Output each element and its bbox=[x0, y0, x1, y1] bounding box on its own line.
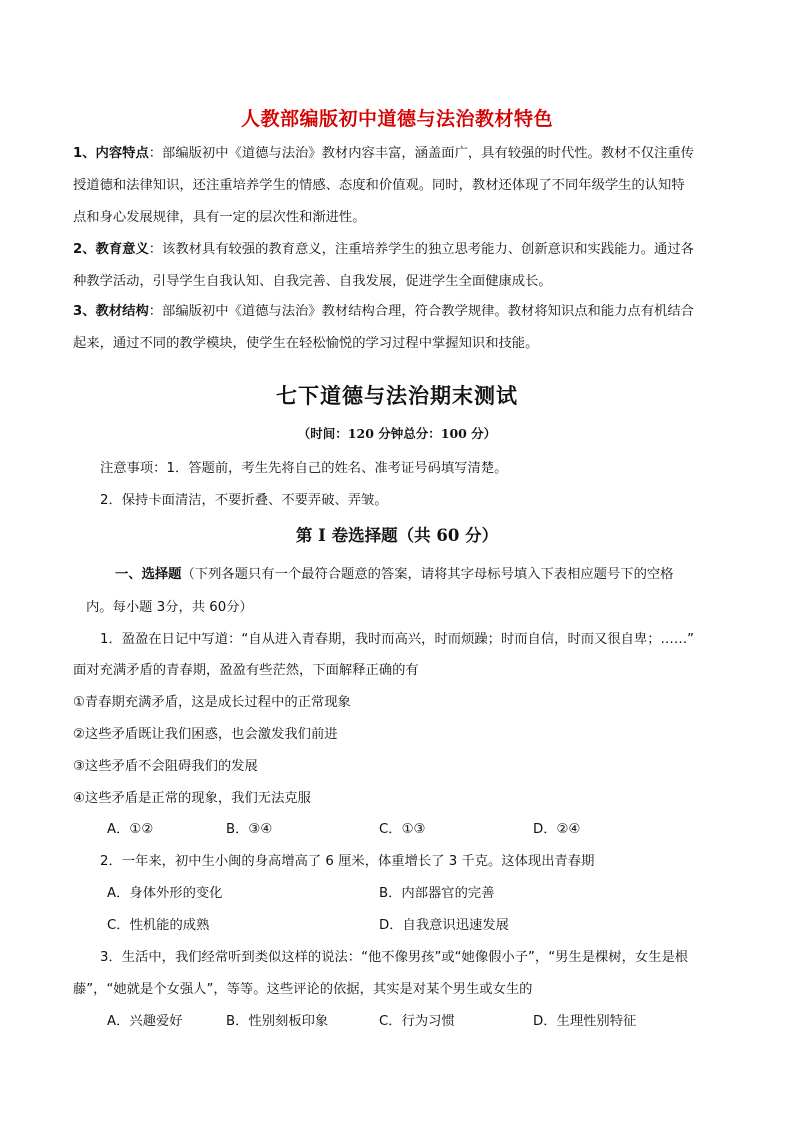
instruction-line-1 bbox=[115, 563, 673, 582]
exam-subtitle: （时间：120 分钟总分：100 分） bbox=[297, 426, 497, 441]
feature-label: 3、教材结构 bbox=[73, 304, 149, 319]
question-1-option-b[interactable]: B．③④ bbox=[226, 822, 273, 837]
question-1-stem-line-1: 1．盈盈在日记中写道：“自从进入青春期，我时而高兴，时而烦躁；时而自信，时而又很自卑；……” bbox=[100, 632, 695, 647]
question-2-option-b[interactable]: B．内部器官的完善 bbox=[379, 886, 495, 901]
question-1-option-d[interactable]: D．②④ bbox=[533, 822, 581, 837]
feature-label: 2、教育意义 bbox=[73, 242, 149, 257]
feature-line: 起来，通过不同的教学模块，使学生在轻松愉悦的学习过程中掌握知识和技能。 bbox=[73, 336, 539, 351]
notice-line-1: 注意事项：1．答题前，考生先将自己的姓名、准考证号码填写清楚。 bbox=[100, 461, 508, 476]
feature-colon: ： bbox=[148, 146, 163, 161]
feature-paragraph-3 bbox=[73, 296, 723, 360]
instruction-line-2: 内。每小题 3分，共 60分） bbox=[86, 600, 253, 615]
feature-paragraph-1 bbox=[73, 138, 723, 234]
question-3-option-a[interactable]: A．兴趣爱好 bbox=[107, 1014, 183, 1029]
question-3-option-b[interactable]: B．性别刻板印象 bbox=[226, 1014, 329, 1029]
question-2-option-a[interactable]: A．身体外形的变化 bbox=[107, 886, 223, 901]
question-3-stem-line-2: 藤”，“她就是个女强人”，等等。这些评论的依据，其实是对某个男生或女生的 bbox=[73, 982, 533, 997]
question-3-option-d[interactable]: D．生理性别特征 bbox=[533, 1014, 637, 1029]
question-3-stem-line-1: 3．生活中，我们经常听到类似这样的说法：“他不像男孩”或“她像假小子”，“男生是棵树，女生是根 bbox=[100, 950, 689, 965]
feature-colon: ： bbox=[148, 304, 163, 319]
question-1-statement-4: ④这些矛盾是正常的现象，我们无法克服 bbox=[73, 791, 311, 806]
question-3-option-c[interactable]: C．行为习惯 bbox=[379, 1014, 455, 1029]
feature-line: 授道德和法律知识，还注重培养学生的情感、态度和价值观。同时，教材还体现了不同年级学生的认知特 bbox=[73, 178, 685, 193]
question-1-statement-3: ③这些矛盾不会阻碍我们的发展 bbox=[73, 759, 258, 774]
question-1-option-a[interactable]: A．①② bbox=[107, 822, 154, 837]
question-2-option-c[interactable]: C．性机能的成熟 bbox=[107, 918, 210, 933]
question-1-stem-line-2: 面对充满矛盾的青春期，盈盈有些茫然，下面解释正确的有 bbox=[73, 663, 419, 678]
instruction-label: 一、选择题 bbox=[115, 567, 182, 582]
feature-line: 部编版初中《道德与法治》教材结构合理，符合教学规律。教材将知识点和能力点有机结合 bbox=[162, 304, 694, 319]
instruction-text: （下列各题只有一个最符合题意的答案，请将其字母标号填入下表相应题号下的空格 bbox=[181, 567, 674, 582]
notice-line-2: 2．保持卡面清洁，不要折叠、不要弄破、弄皱。 bbox=[100, 493, 388, 508]
feature-line: 该教材具有较强的教育意义，注重培养学生的独立思考能力、创新意识和实践能力。通过各 bbox=[162, 242, 694, 257]
section-title: 第 I 卷选择题（共 60 分） bbox=[295, 526, 499, 545]
question-1-option-c[interactable]: C．①③ bbox=[379, 822, 426, 837]
feature-label: 1、内容特点 bbox=[73, 146, 149, 161]
question-1-statement-1: ①青春期充满矛盾，这是成长过程中的正常现象 bbox=[73, 695, 351, 710]
feature-line: 点和身心发展规律，具有一定的层次性和渐进性。 bbox=[73, 210, 366, 225]
question-2-option-d[interactable]: D．自我意识迅速发展 bbox=[379, 918, 509, 933]
feature-paragraph-2 bbox=[73, 234, 723, 298]
textbook-features-title: 人教部编版初中道德与法治教材特色 bbox=[240, 108, 553, 130]
question-1-statement-2: ②这些矛盾既让我们困惑，也会激发我们前进 bbox=[73, 727, 338, 742]
feature-line: 部编版初中《道德与法治》教材内容丰富，涵盖面广，具有较强的时代性。教材不仅注重传 bbox=[162, 146, 694, 161]
feature-line: 种教学活动，引导学生自我认知、自我完善、自我发展，促进学生全面健康成长。 bbox=[73, 274, 552, 289]
feature-colon: ： bbox=[148, 242, 163, 257]
exam-title: 七下道德与法治期末测试 bbox=[276, 383, 518, 408]
question-2-stem: 2．一年来，初中生小闽的身高增高了 6 厘米，体重增长了 3 千克。这体现出青春期 bbox=[100, 854, 595, 869]
